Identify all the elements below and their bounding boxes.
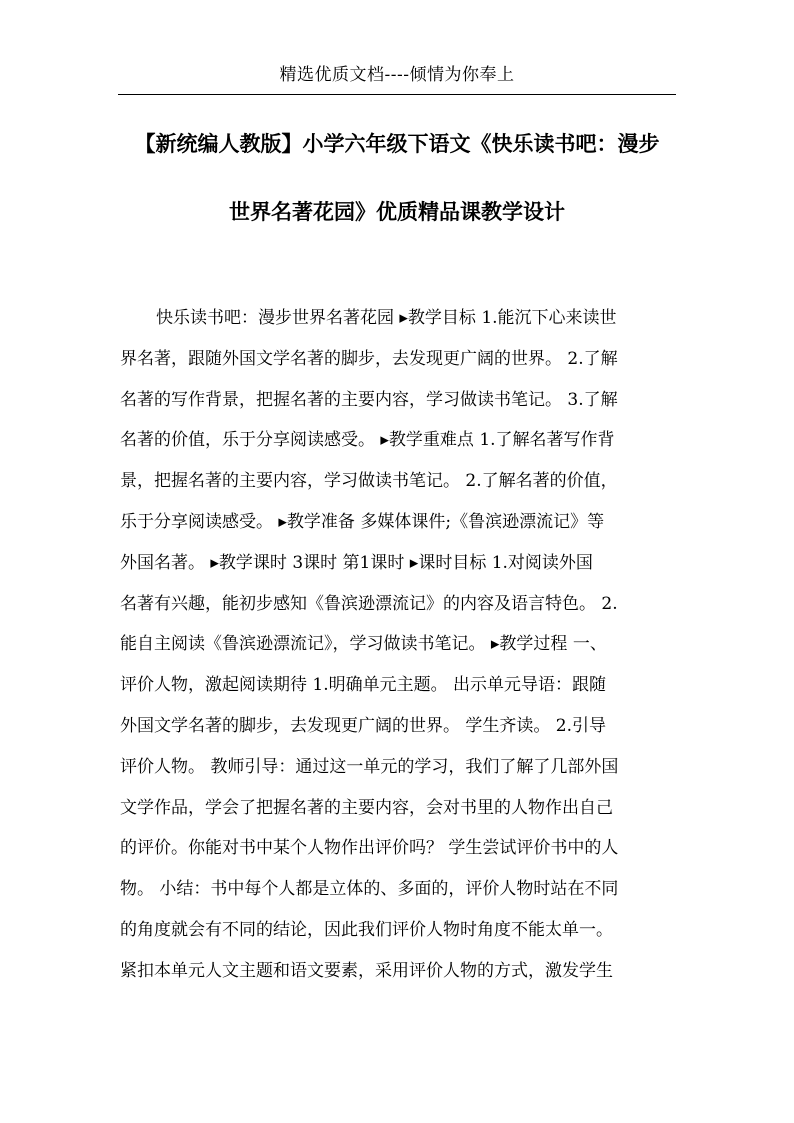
page-header [118, 62, 676, 95]
body-line: 能自主阅读《鲁滨逊漂流记》，学习做读书笔记。 ▸教学过程 一、 [120, 634, 607, 655]
body-line: 评价人物，激起阅读期待 1.明确单元主题。 出示单元导语：跟随 [120, 675, 607, 696]
body-line: 物。 小结：书中每个人都是立体的、多面的，评价人物时站在不同 [120, 879, 619, 900]
body-line: 紧扣本单元人文主题和语文要素，采用评价人物的方式，激发学生 [120, 960, 613, 981]
body-line: 景，把握名著的主要内容，学习做读书笔记。 2.了解名著的价值， [120, 471, 618, 492]
body-line: 的角度就会有不同的结论，因此我们评价人物时角度不能太单一。 [120, 919, 613, 940]
body-line: 名著有兴趣，能初步感知《鲁滨逊漂流记》的内容及语言特色。 2. [120, 593, 618, 614]
body-line: 快乐读书吧：漫步世界名著花园 ▸教学目标 1.能沉下心来读世 [156, 308, 617, 328]
body-line: 文学作品，学会了把握名著的主要内容，会对书里的人物作出自己 [120, 797, 613, 818]
body-line: 名著的价值，乐于分享阅读感受。 ▸教学重难点 1.了解名著写作背 [120, 430, 615, 451]
title-line-2: 世界名著花园》优质精品课教学设计 [229, 200, 565, 224]
body-line: 名著的写作背景，把握名著的主要内容，学习做读书笔记。 3.了解 [120, 389, 618, 410]
body-text [120, 298, 676, 992]
body-line: 界名著，跟随外国文学名著的脚步，去发现更广阔的世界。 2.了解 [120, 348, 618, 369]
body-line: 外国名著。 ▸教学课时 3课时 第1课时 ▸课时目标 1.对阅读外国 [120, 552, 593, 573]
body-line: 的评价。你能对书中某个人物作出评价吗？ 学生尝试评价书中的人 [120, 838, 619, 859]
body-line: 外国文学名著的脚步，去发现更广阔的世界。 学生齐读。 2.引导 [120, 715, 607, 736]
body-line: 评价人物。 教师引导：通过这一单元的学习，我们了解了几部外国 [120, 756, 619, 777]
body-line: 乐于分享阅读感受。 ▸教学准备 多媒体课件;《鲁滨逊漂流记》等 [120, 511, 605, 532]
document-title [118, 125, 676, 231]
header-text: 精选优质文档----倾情为你奉上 [279, 65, 515, 85]
title-line-1: 【新统编人教版】小学六年级下语文《快乐读书吧：漫步 [134, 132, 660, 156]
